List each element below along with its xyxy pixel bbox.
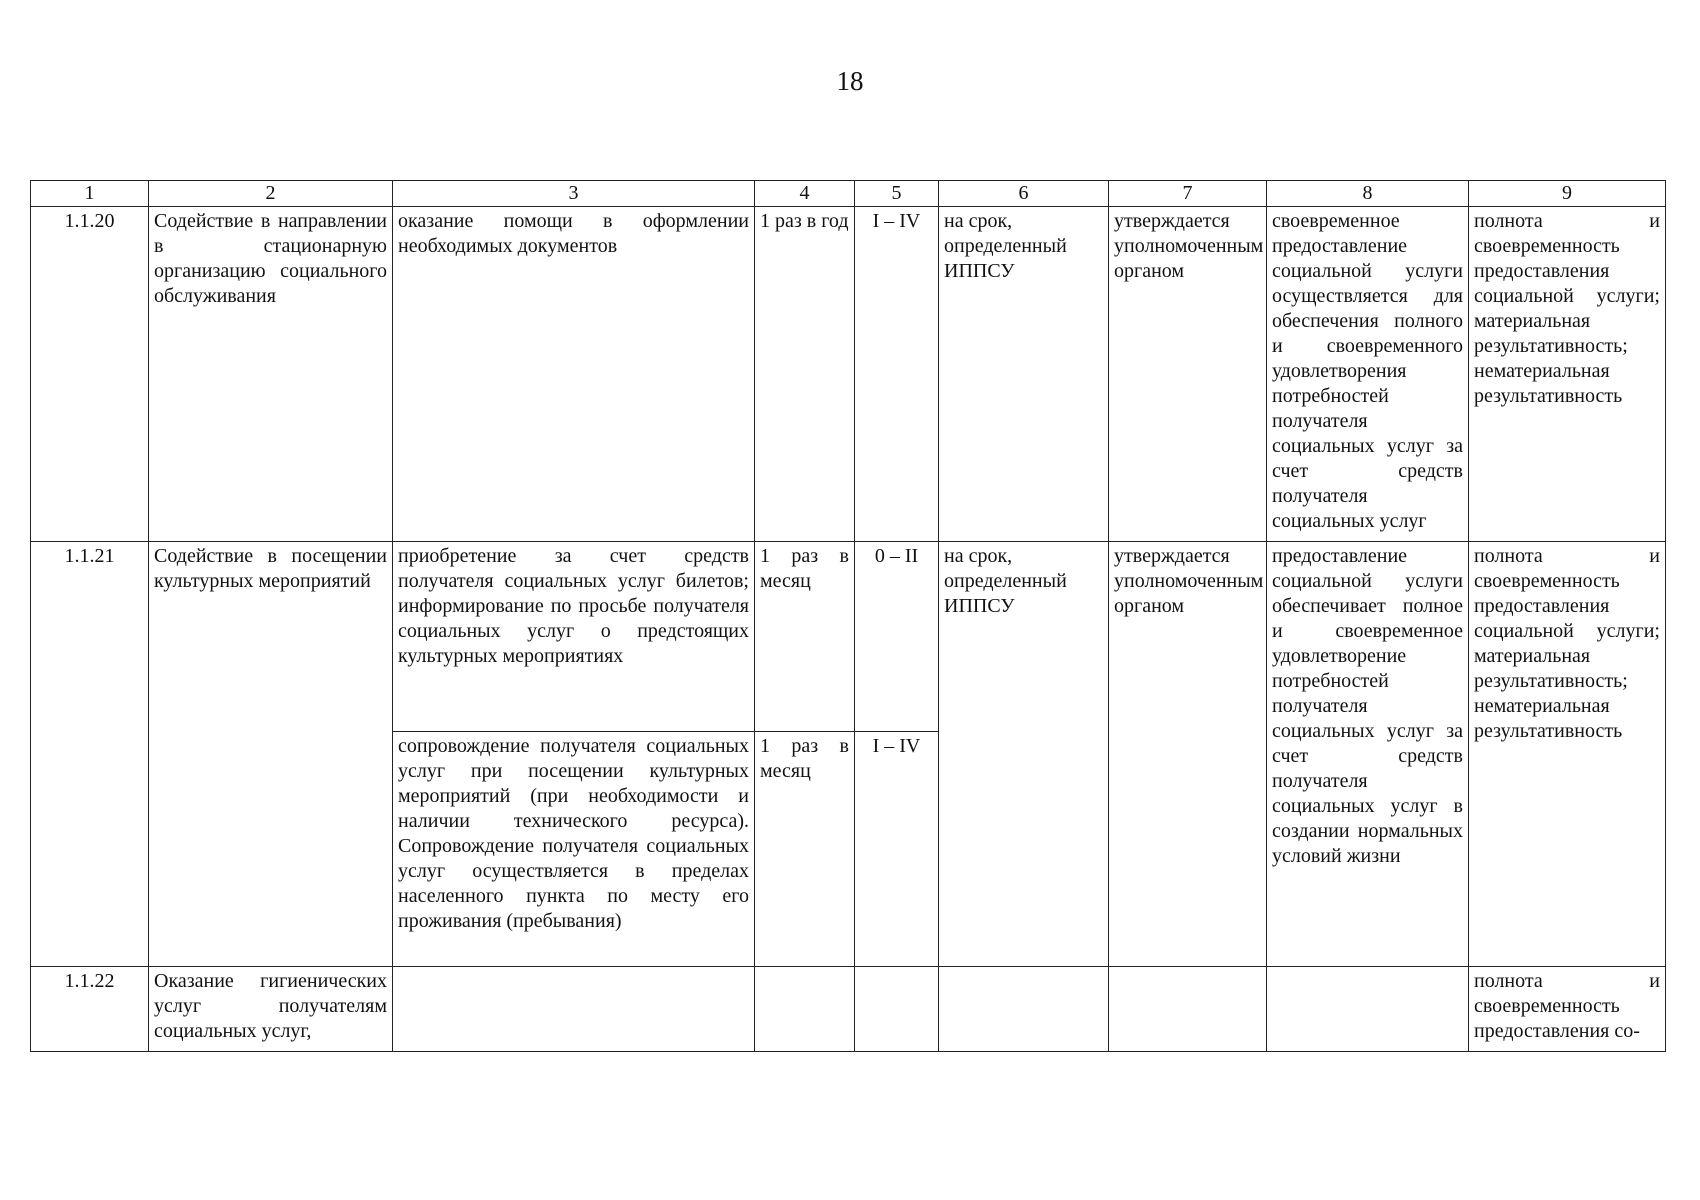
header-cell: 3 — [393, 181, 755, 207]
table-row — [31, 542, 1666, 732]
service-frequency: 1 раз в месяц — [755, 542, 855, 732]
service-frequency: 1 раз в год — [755, 207, 855, 542]
service-frequency: 1 раз в месяц — [755, 732, 855, 967]
service-period: 0 – II — [855, 542, 939, 732]
service-number: 1.1.20 — [31, 207, 149, 542]
service-name: Содействие в посещении культурных мероприятий — [149, 542, 393, 967]
service-frequency — [755, 967, 855, 1052]
service-name: Содействие в направлении в стационарную организацию социального обслуживания — [149, 207, 393, 542]
header-row — [31, 181, 1666, 207]
service-content: сопровождение получателя социальных услуг при посещении культурных мероприятий (при необходимости и наличии технического ресурса). Сопровождение получателя социальных услуг осуществляется в пределах населенного пункта по месту его проживания (пребывания) — [393, 732, 755, 967]
service-quality: своевременное предоставление социальной услуги осуществляется для обеспечения полного и своевременного удовлетворения потребностей получателя социальных услуг за счет средств получателя социальных услуг — [1267, 207, 1469, 542]
header-cell: 8 — [1267, 181, 1469, 207]
service-cost: утверждается уполномоченным органом — [1109, 207, 1267, 542]
service-number: 1.1.21 — [31, 542, 149, 967]
table-row — [31, 207, 1666, 542]
header-cell: 5 — [855, 181, 939, 207]
service-period: I – IV — [855, 732, 939, 967]
service-evaluation: полнота и своевременность предоставления социальной услуги; материальная результативность; нематериальная результативность — [1469, 207, 1666, 542]
service-content: оказание помощи в оформлении необходимых документов — [393, 207, 755, 542]
service-quality: предоставление социальной услуги обеспечивает полное и своевременное удовлетворение потребностей получателя социальных услуг за счет средств получателя социальных услуг в создании нормальных условий жизни — [1267, 542, 1469, 967]
header-cell: 6 — [939, 181, 1109, 207]
service-cost: утверждается уполномоченным органом — [1109, 542, 1267, 967]
services-table — [30, 180, 1666, 1052]
service-content — [393, 967, 755, 1052]
header-cell: 1 — [31, 181, 149, 207]
service-quality — [1267, 967, 1469, 1052]
header-cell: 9 — [1469, 181, 1666, 207]
service-term — [939, 967, 1109, 1052]
service-number: 1.1.22 — [31, 967, 149, 1052]
service-period — [855, 967, 939, 1052]
page-number: 18 — [836, 66, 864, 96]
service-evaluation: полнота и своевременность предоставления со- — [1469, 967, 1666, 1052]
header-cell: 7 — [1109, 181, 1267, 207]
service-term: на срок, определенный ИППСУ — [939, 207, 1109, 542]
service-evaluation: полнота и своевременность предоставления социальной услуги; материальная результативность; нематериальная результативность — [1469, 542, 1666, 967]
service-period: I – IV — [855, 207, 939, 542]
table-row — [31, 967, 1666, 1052]
service-cost — [1109, 967, 1267, 1052]
service-term: на срок, определенный ИППСУ — [939, 542, 1109, 967]
header-cell: 4 — [755, 181, 855, 207]
service-content: приобретение за счет средств получателя социальных услуг билетов; информирование по просьбе получателя социальных услуг о предстоящих культурных мероприятиях — [393, 542, 755, 732]
service-name: Оказание гигиенических услуг получателям социальных услуг, — [149, 967, 393, 1052]
header-cell: 2 — [149, 181, 393, 207]
